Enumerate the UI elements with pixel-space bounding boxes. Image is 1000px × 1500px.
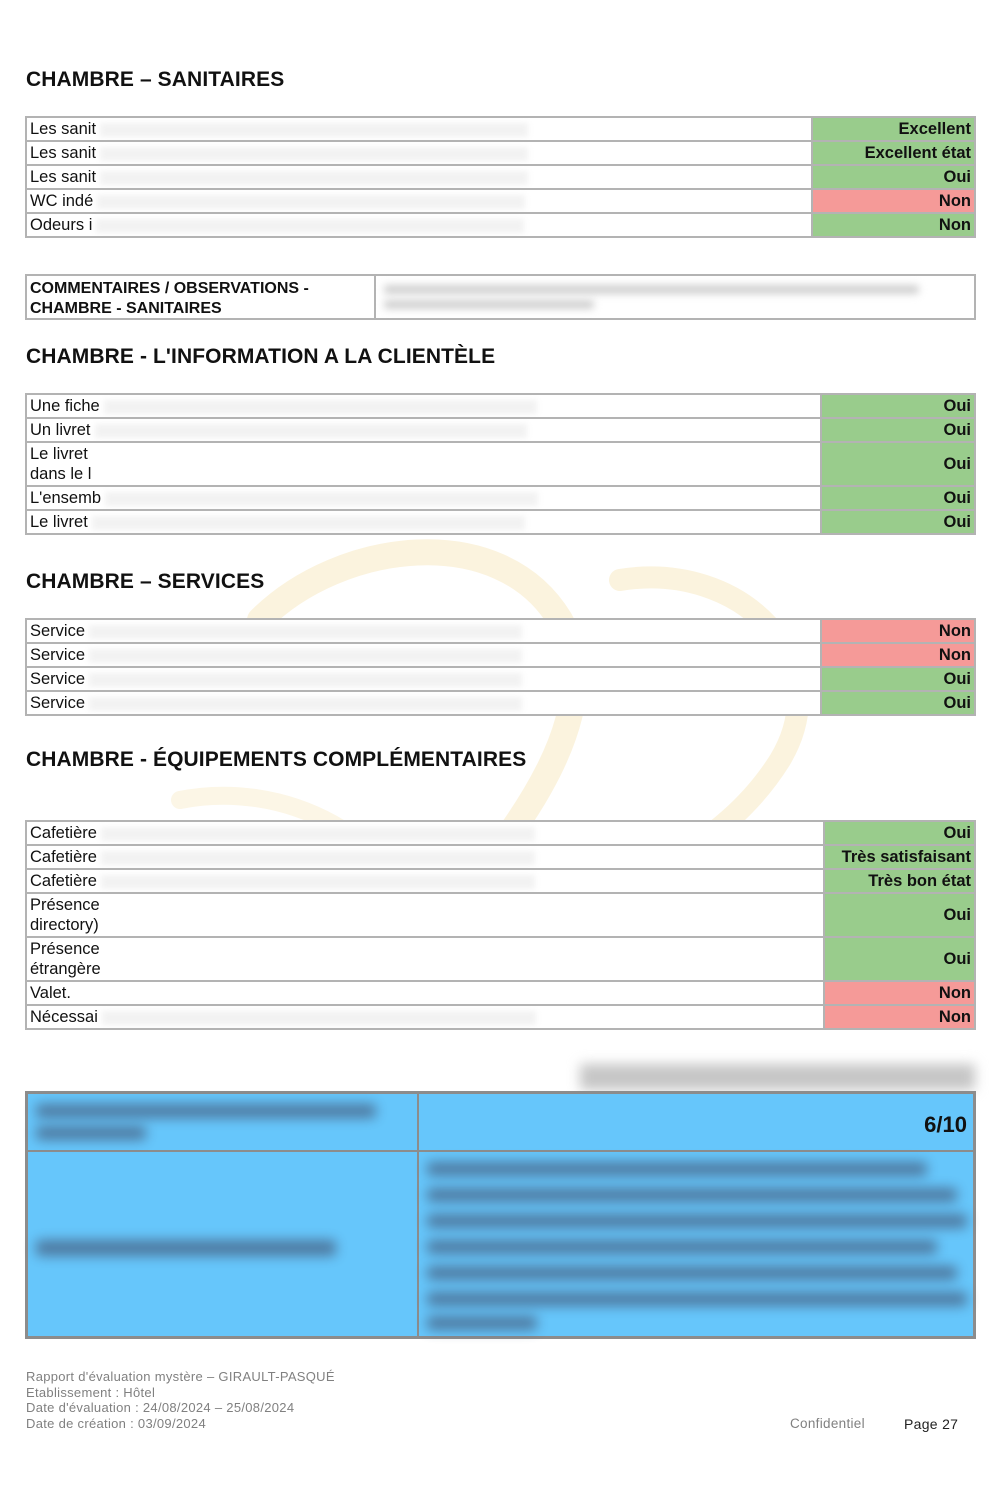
answer-cell: Non (812, 213, 975, 237)
table-row (26, 667, 975, 691)
answer-cell: Oui (824, 937, 975, 981)
table-row (26, 442, 975, 486)
answer-cell: Non (821, 643, 975, 667)
table-row (26, 845, 975, 869)
question-cell: Cafetière (26, 821, 824, 845)
question-cell: Service (26, 691, 821, 715)
comment-box (25, 274, 976, 320)
score-box (25, 1091, 976, 1339)
table-row (26, 189, 975, 213)
question-cell: Service (26, 619, 821, 643)
answer-cell: Oui (821, 691, 975, 715)
score-caption-redacted (580, 1064, 975, 1090)
question-cell: Cafetière (26, 869, 824, 893)
comment-value-redacted (376, 276, 974, 318)
table-row (26, 821, 975, 845)
question-cell: WC indé (26, 189, 812, 213)
table-row (26, 510, 975, 534)
table-row (26, 165, 975, 189)
question-cell: Les sanit (26, 141, 812, 165)
answer-cell: Très bon état (824, 869, 975, 893)
answer-cell: Très satisfaisant (824, 845, 975, 869)
table-row (26, 486, 975, 510)
answer-cell: Oui (812, 165, 975, 189)
answer-cell: Oui (821, 486, 975, 510)
information-table (25, 393, 976, 535)
section-title-equipements: CHAMBRE - ÉQUIPEMENTS COMPLÉMENTAIRES (26, 748, 527, 771)
sanitaires-table (25, 116, 976, 238)
answer-cell: Oui (824, 893, 975, 937)
footer-info (26, 1369, 335, 1431)
answer-cell: Excellent (812, 117, 975, 141)
equipements-table (25, 820, 976, 1030)
score-comment-label-redacted (27, 1151, 418, 1337)
answer-cell: Oui (821, 418, 975, 442)
comment-label: COMMENTAIRES / OBSERVATIONS - CHAMBRE - SANITAIRES (27, 276, 376, 318)
question-cell: Service (26, 643, 821, 667)
table-row (26, 869, 975, 893)
answer-cell: Oui (824, 821, 975, 845)
answer-cell: Non (824, 1005, 975, 1029)
question-cell: L'ensemb (26, 486, 821, 510)
answer-cell: Oui (821, 667, 975, 691)
table-row (26, 1005, 975, 1029)
table-row (26, 213, 975, 237)
section-title-sanitaires: CHAMBRE – SANITAIRES (26, 68, 285, 91)
answer-cell: Excellent état (812, 141, 975, 165)
footer-establishment: Etablissement : Hôtel (26, 1384, 156, 1400)
table-row (26, 937, 975, 981)
section-title-services: CHAMBRE – SERVICES (26, 570, 265, 593)
table-row (26, 893, 975, 937)
question-cell: Odeurs i (26, 213, 812, 237)
footer-creation-date: Date de création : 03/09/2024 (26, 1415, 206, 1431)
table-row (26, 643, 975, 667)
services-table (25, 618, 976, 716)
footer-page-number: Page 27 (904, 1416, 959, 1432)
table-row (26, 619, 975, 643)
answer-cell: Oui (821, 394, 975, 418)
score-label-redacted (27, 1093, 418, 1151)
section-title-information: CHAMBRE - L'INFORMATION A LA CLIENTÈLE (26, 345, 496, 368)
question-cell: Les sanit (26, 117, 812, 141)
question-cell: Présence directory) (26, 893, 824, 937)
table-row (26, 117, 975, 141)
table-row (26, 691, 975, 715)
question-cell: Nécessai (26, 1005, 824, 1029)
question-cell: Le livret (26, 510, 821, 534)
score-comment-redacted (418, 1151, 974, 1337)
answer-cell: Non (821, 619, 975, 643)
question-cell: Valet. (26, 981, 824, 1005)
question-cell: Cafetière (26, 845, 824, 869)
table-row (26, 141, 975, 165)
footer-report: Rapport d'évaluation mystère – GIRAULT-PASQUÉ (26, 1369, 335, 1384)
question-cell: Les sanit (26, 165, 812, 189)
question-cell: Présence étrangère (26, 937, 824, 981)
question-cell: Un livret (26, 418, 821, 442)
answer-cell: Oui (821, 510, 975, 534)
question-cell: Le livret dans le l (26, 442, 821, 486)
table-row (26, 981, 975, 1005)
answer-cell: Non (812, 189, 975, 213)
footer-confidential: Confidentiel (790, 1416, 865, 1431)
score-value: 6/10 (418, 1093, 974, 1151)
answer-cell: Oui (821, 442, 975, 486)
footer-eval-date: Date d'évaluation : 24/08/2024 – 25/08/2024 (26, 1400, 295, 1415)
question-cell: Service (26, 667, 821, 691)
table-row (26, 418, 975, 442)
answer-cell: Non (824, 981, 975, 1005)
table-row (26, 394, 975, 418)
question-cell: Une fiche (26, 394, 821, 418)
